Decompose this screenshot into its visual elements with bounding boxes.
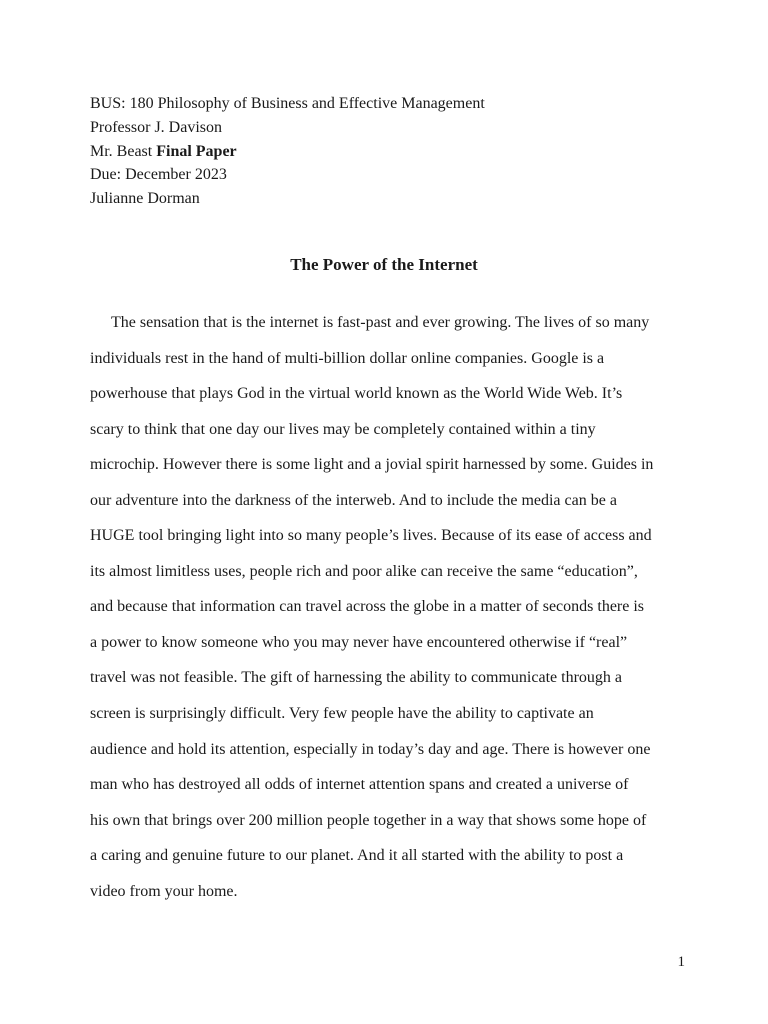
paper-title: The Power of the Internet xyxy=(290,255,478,274)
body-line: its almost limitless uses, people rich and poor alike can receive the same “education”, xyxy=(90,562,638,580)
professor-line: Professor J. Davison xyxy=(90,118,222,136)
body-line: screen is surprisingly difficult. Very few people have the ability to captivate an xyxy=(90,705,594,723)
body-line: his own that brings over 200 million people together in a way that shows some hope of xyxy=(90,811,647,829)
document-header xyxy=(90,92,485,211)
assignment-prefix: Mr. Beast xyxy=(90,142,153,160)
body-line: microchip. However there is some light and a jovial spirit harnessed by some. Guides in xyxy=(90,456,654,474)
assignment-line xyxy=(90,140,485,164)
due-date-line: Due: December 2023 xyxy=(90,166,227,184)
body-line: scary to think that one day our lives may be completely contained within a tiny xyxy=(90,420,596,438)
body-line: our adventure into the darkness of the interweb. And to include the media can be a xyxy=(90,491,617,509)
body-line: HUGE tool bringing light into so many people’s lives. Because of its ease of access and xyxy=(90,527,652,545)
body-line: and because that information can travel across the globe in a matter of seconds there is xyxy=(90,598,645,616)
body-line: The sensation that is the internet is fast-past and ever growing. The lives of so many xyxy=(111,314,650,331)
body-line: man who has destroyed all odds of internet attention spans and created a universe of xyxy=(90,776,629,794)
body-line: video from your home. xyxy=(90,882,238,900)
course-line: BUS: 180 Philosophy of Business and Effective Management xyxy=(90,95,485,112)
body-line: powerhouse that plays God in the virtual world known as the World Wide Web. It’s xyxy=(90,385,623,403)
page-number: 1 xyxy=(677,954,685,970)
body-line: a caring and genuine future to our planet. And it all started with the ability to post a xyxy=(90,847,624,865)
body-line: audience and hold its attention, especially in today’s day and age. There is however one xyxy=(90,740,651,758)
body-line: travel was not feasible. The gift of harnessing the ability to communicate through a xyxy=(90,669,622,687)
body-line: individuals rest in the hand of multi-billion dollar online companies. Google is a xyxy=(90,349,605,367)
body-paragraph xyxy=(90,310,690,914)
assignment-type: Final Paper xyxy=(156,142,237,160)
author-line: Julianne Dorman xyxy=(90,190,200,207)
body-line: a power to know someone who you may never have encountered otherwise if “real” xyxy=(90,633,628,651)
